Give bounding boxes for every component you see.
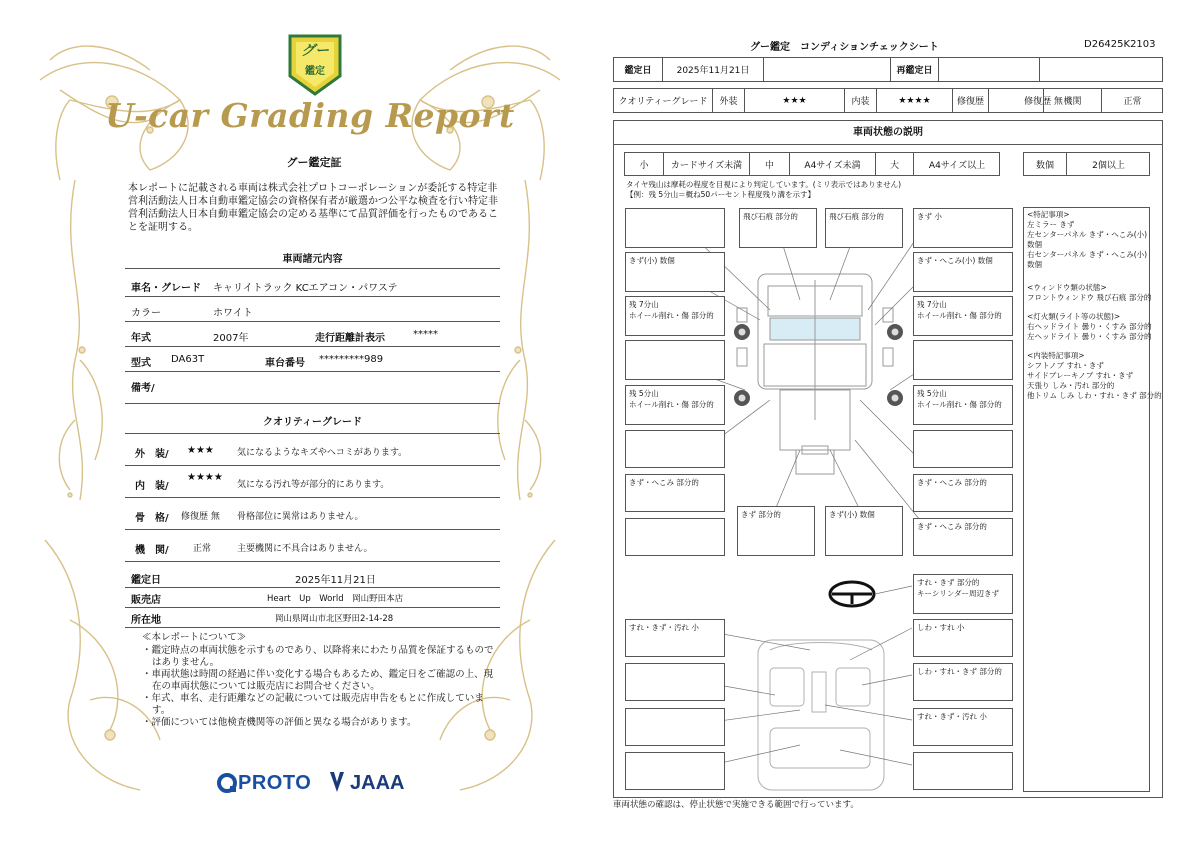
date-value: 2025年11月21日 <box>662 58 763 81</box>
engine-value: 正常 <box>193 544 212 554</box>
light-item: 左ヘッドライト 曇り・くすみ 部分的 <box>1027 332 1152 341</box>
special-item: 左ミラー きず <box>1027 220 1075 229</box>
size-mid-desc: A4サイズ未満 <box>789 153 875 175</box>
frame-desc: 骨格部位に異常はありません。 <box>237 512 364 522</box>
ext-label: 外装 <box>712 89 744 112</box>
interior-row <box>125 470 500 498</box>
notes-heading: ≪本レポートについて≫ <box>142 632 247 643</box>
note-item: ・鑑定時点の車両状態を示すものであり、以降将来にわたり品質を保証するものではありません。 <box>142 645 494 668</box>
remarks-row <box>125 372 500 404</box>
count-label: 数個 <box>1035 160 1054 171</box>
date-value: 2025年11月21日 <box>295 575 376 586</box>
interior-label: 内 装/ <box>135 481 169 492</box>
empty-cell <box>763 58 890 81</box>
empty-cell <box>1039 58 1163 81</box>
special-item: 右センターパネル きず・へこみ(小) <box>1027 250 1148 259</box>
exterior-stars: ★★★ <box>187 445 214 456</box>
steering-condition: すれ・きず 部分的 <box>917 578 980 587</box>
special-item: 左センターパネル きず・へこみ(小) <box>1027 230 1148 239</box>
size-small-desc: カードサイズ未満 <box>663 153 749 175</box>
condition-box <box>625 663 725 701</box>
type-row <box>125 347 500 372</box>
size-small: 小 <box>639 160 649 171</box>
interior-item: サイドブレーキノブ すれ・きず <box>1027 371 1134 380</box>
certificate-title: グー鑑定証 <box>286 156 342 169</box>
sheet-footer: 車両状態の確認は、停止状態で実施できる範囲で行っています。 <box>613 800 859 810</box>
tire-box <box>913 296 1013 336</box>
int-label: 内装 <box>844 89 876 112</box>
int-stars: ★★★★ <box>876 89 952 112</box>
tire-example: 【例：残 5分山＝概ね50パーセント程度残り溝を示す】 <box>626 190 816 199</box>
condition-box <box>625 340 725 380</box>
remarks-sidebox <box>1023 207 1162 792</box>
size-large: 大 <box>875 153 913 175</box>
year-row <box>125 322 500 347</box>
color-row <box>125 297 500 322</box>
interior-stars: ★★★★ <box>187 472 223 483</box>
condition-box <box>913 340 1013 380</box>
sheet-code: D26425K2103 <box>1084 39 1156 50</box>
engine-row <box>125 534 500 562</box>
tire-note: タイヤ残山は摩耗の程度を目視により判定しています。(ミリ表示ではありません) <box>626 180 902 189</box>
spacer <box>1027 270 1146 279</box>
sheet-title: グー鑑定 コンディションチェックシート <box>750 42 939 53</box>
color-label: カラー <box>131 308 161 319</box>
tire-remaining: 残 7分山 <box>629 300 659 309</box>
special-item: 数個 <box>1027 260 1042 269</box>
condition-box: 飛び石痕 部分的 <box>825 208 903 248</box>
jaaa-logo: JAAA <box>350 772 405 794</box>
window-item: フロントウィンドウ 飛び石痕 部分的 <box>1027 293 1152 302</box>
steering-wheel-icon <box>830 582 874 606</box>
dealer-value: Heart Up World 岡山野田本店 <box>267 594 404 604</box>
emblem-text-top: グー <box>301 43 329 59</box>
spacer <box>1027 303 1146 312</box>
reinspect-label: 再鑑定日 <box>890 58 938 81</box>
condition-box: きず・へこみ 部分的 <box>625 474 725 512</box>
engine-label: 機関 <box>1043 88 1101 113</box>
condition-box: 飛び石痕 部分的 <box>739 208 817 248</box>
model-value: キャリイトラック KCエアコン・パワステ <box>213 283 398 294</box>
certificate-body: 本レポートに記載される車両は株式会社プロトコーポレーションが委託する特定非営利活動法人日本自動車鑑定協会の資格保有者が厳選かつ公平な検査を行い特定非営利活動法人日本自動車鑑定協会の定める基準にて品質評価を行ったものであることを証明する。 <box>128 183 498 233</box>
frame-row <box>125 502 500 530</box>
date-label: 鑑定日 <box>624 66 652 76</box>
steering-box <box>913 574 1013 614</box>
color-value: ホワイト <box>213 308 253 319</box>
condition-box: きず(小) 数個 <box>825 506 903 556</box>
condition-box: すれ・きず・汚れ 小 <box>913 708 1013 746</box>
interior-item: 天張り しみ・汚れ 部分的 <box>1027 381 1115 390</box>
exterior-label: 外 装/ <box>135 449 169 460</box>
date-label: 鑑定日 <box>131 575 161 586</box>
divider <box>125 433 500 434</box>
location-row <box>125 608 500 628</box>
empty-cell <box>938 58 1039 81</box>
interior-heading: <内装特記事項> <box>1027 351 1085 360</box>
wheel-condition: ホイール削れ・傷 部分的 <box>629 400 714 409</box>
condition-box <box>625 208 725 248</box>
size-large-desc: A4サイズ以上 <box>913 153 1000 175</box>
date-row <box>125 566 500 588</box>
tire-box <box>625 385 725 425</box>
type-value: DA63T <box>171 354 205 365</box>
condition-box: きず・へこみ(小) 数個 <box>913 252 1013 292</box>
condition-box <box>625 518 725 556</box>
tire-box <box>913 385 1013 425</box>
condition-box: きず・へこみ 部分的 <box>913 474 1013 512</box>
exterior-desc: 気になるようなキズやヘコミがあります。 <box>237 448 408 458</box>
condition-box <box>913 752 1013 790</box>
proto-logo: PROTO <box>238 772 312 794</box>
type-label: 型式 <box>131 358 151 369</box>
panel-title: 車両状態の説明 <box>614 121 1162 145</box>
window-heading: <ウィンドウ類の状態> <box>1027 283 1107 292</box>
condition-box <box>913 430 1013 468</box>
emblem-text-bottom: 鑑定 <box>305 66 325 77</box>
mileage-value: ***** <box>413 329 438 340</box>
note-item: ・評価については他検査機関等の評価と異なる場合があります。 <box>142 717 417 728</box>
specs-heading: 車両諸元内容 <box>282 254 343 265</box>
key-cylinder-condition: キーシリンダー周辺きず <box>917 589 1000 598</box>
count-legend <box>1023 152 1150 176</box>
quality-heading: クオリティーグレード <box>263 417 362 428</box>
chassis-label: 車台番号 <box>265 358 305 369</box>
condition-box: すれ・きず・汚れ 小 <box>625 619 725 657</box>
condition-box: しわ・すれ・きず 部分的 <box>913 663 1013 701</box>
jaaa-logo-icon <box>328 770 346 794</box>
frame-value: 修復歴 無 <box>181 512 220 522</box>
condition-box <box>625 430 725 468</box>
interior-desc: 気になる汚れ等が部分的にあります。 <box>237 480 390 490</box>
frame-label: 骨 格/ <box>135 513 169 524</box>
report-title: U-car Grading Report <box>105 96 515 135</box>
location-value: 岡山県岡山市北区野田2-14-28 <box>275 614 394 624</box>
condition-box: きず(小) 数個 <box>625 252 725 292</box>
light-heading: <灯火類(ライト等の状態)> <box>1027 312 1121 321</box>
repair-label: 修復歴 <box>952 89 988 112</box>
model-label: 車名・グレード <box>131 283 201 294</box>
divider <box>125 268 500 269</box>
note-item: ・年式、車名、走行距離などの記載については販売店申告をもとに作成しています。 <box>142 693 484 716</box>
year-value: 2007年 <box>213 333 249 344</box>
special-item: 数個 <box>1027 240 1042 249</box>
dealer-label: 販売店 <box>131 595 161 606</box>
condition-box: きず 小 <box>913 208 1013 248</box>
condition-box: きず 部分的 <box>737 506 815 556</box>
condition-box: きず・へこみ 部分的 <box>913 518 1013 556</box>
year-label: 年式 <box>131 333 151 344</box>
interior-item: 他トリム しみ しわ・すれ・きず 部分的 <box>1027 391 1162 400</box>
mileage-label: 走行距離計表示 <box>315 333 385 344</box>
repair-value: 修復歴 無 <box>988 89 1098 112</box>
condition-box <box>625 752 725 790</box>
note-item: ・車両状態は時間の経過に伴い変化する場合もあるため、鑑定日をご確認の上、現在の車両状態については販売店にお問合せください。 <box>142 669 494 692</box>
ext-stars: ★★★ <box>744 89 844 112</box>
wheel-condition: ホイール削れ・傷 部分的 <box>917 400 1002 409</box>
tire-box <box>625 296 725 336</box>
tire-remaining: 残 5分山 <box>917 389 947 398</box>
special-heading: <特記事項> <box>1027 210 1070 219</box>
condition-box <box>625 708 725 746</box>
count-desc: 2個以上 <box>1066 153 1150 175</box>
engine-desc: 主要機関に不具合はありません。 <box>237 544 373 554</box>
wheel-condition: ホイール削れ・傷 部分的 <box>917 311 1002 320</box>
report-notes <box>140 632 500 729</box>
date-table <box>613 57 1163 82</box>
chassis-value: *********989 <box>319 354 384 365</box>
remarks-label: 備考/ <box>131 383 155 394</box>
condition-box: しわ・すれ 小 <box>913 619 1013 657</box>
tire-remaining: 残 5分山 <box>629 389 659 398</box>
interior-item: シフトノブ すれ・きず <box>1027 361 1104 370</box>
exterior-row <box>125 438 500 466</box>
engine-label: 機 関/ <box>135 545 169 556</box>
location-label: 所在地 <box>131 615 161 626</box>
wheel-condition: ホイール削れ・傷 部分的 <box>629 311 714 320</box>
engine-cells <box>1063 88 1163 113</box>
dealer-row <box>125 588 500 608</box>
proto-logo-icon <box>216 772 238 794</box>
spacer <box>1027 342 1146 351</box>
tire-remaining: 残 7分山 <box>917 300 947 309</box>
size-mid: 中 <box>749 153 789 175</box>
model-row <box>125 272 500 297</box>
light-item: 右ヘッドライト 曇り・くすみ 部分的 <box>1027 322 1152 331</box>
quality-label: クオリティーグレード <box>618 97 708 107</box>
engine-value: 正常 <box>1101 88 1163 113</box>
